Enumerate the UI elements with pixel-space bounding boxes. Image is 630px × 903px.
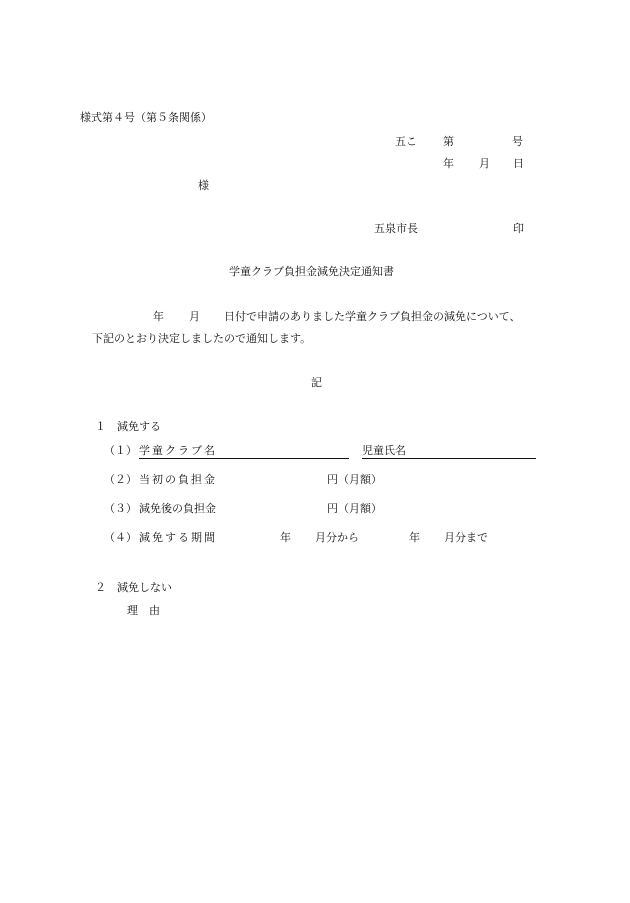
item1-label: 学童クラブ名 [139, 444, 217, 457]
item4-label: 減免する期間 [139, 531, 217, 544]
date-month: 月 [479, 157, 490, 170]
doc-number-dai: 第 [443, 135, 454, 148]
item4-to: 月分まで [444, 531, 488, 544]
item3-suffix: 円（月額） [327, 502, 382, 515]
item1-num: （１） [104, 444, 137, 457]
item2-label: 当初の負担金 [139, 473, 217, 486]
item3-label: 減免後の負担金 [139, 502, 216, 515]
item1-label2: 児童氏名 [362, 444, 406, 457]
form-label: 様式第４号（第５条関係） [80, 111, 212, 124]
date-day: 日 [513, 157, 524, 170]
date-year: 年 [443, 157, 454, 170]
item4-year2: 年 [409, 531, 420, 544]
body-line2: 下記のとおり決定しましたので通知します。 [92, 332, 312, 345]
section1-heading: １ 減免する [95, 420, 161, 433]
child-name-underline [362, 458, 536, 459]
body-line1: 日付で申請のありました学童クラブ負担金の減免について、 [224, 310, 521, 323]
item3-num: （３） [104, 502, 137, 515]
body-month: 月 [189, 310, 200, 323]
doc-number-prefix: 五こ [395, 135, 417, 148]
recipient-sama: 様 [198, 179, 209, 192]
section2-heading: ２ 減免しない [95, 581, 172, 594]
item4-year1: 年 [280, 531, 291, 544]
item2-suffix: 円（月額） [327, 473, 382, 486]
ki-mark: 記 [311, 376, 322, 389]
sender-name: 五泉市長 [374, 222, 418, 235]
item2-num: （２） [104, 473, 137, 486]
seal-mark: 印 [513, 222, 524, 235]
section2-reason: 理 由 [127, 604, 160, 617]
item4-from: 月分から [315, 531, 359, 544]
club-name-underline [139, 458, 349, 459]
body-year: 年 [153, 310, 164, 323]
doc-number-go: 号 [512, 135, 523, 148]
document-title: 学童クラブ負担金減免決定通知書 [229, 265, 394, 278]
item4-num: （４） [104, 531, 137, 544]
